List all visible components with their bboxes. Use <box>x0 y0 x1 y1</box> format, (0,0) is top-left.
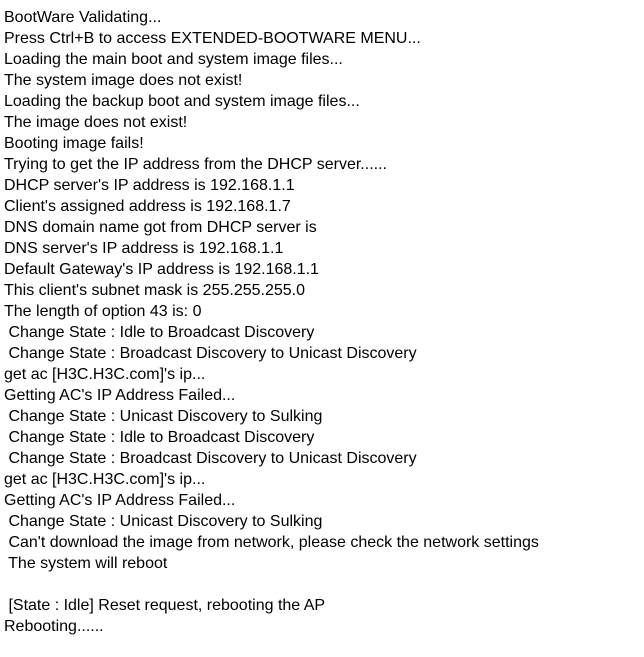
console-line: Getting AC's IP Address Failed... <box>4 387 236 404</box>
console-line: Booting image fails! <box>4 135 144 152</box>
console-line: Client's assigned address is 192.168.1.7 <box>4 198 291 215</box>
console-line: Getting AC's IP Address Failed... <box>4 492 236 509</box>
console-line: DNS domain name got from DHCP server is <box>4 219 317 236</box>
console-line: The system image does not exist! <box>4 72 243 89</box>
console-line: Change State : Idle to Broadcast Discovery <box>4 429 315 446</box>
console-line: Loading the backup boot and system image files... <box>4 93 360 110</box>
console-line: [State : Idle] Reset request, rebooting the AP <box>4 597 326 614</box>
console-line: BootWare Validating... <box>4 9 162 26</box>
console-line: Change State : Broadcast Discovery to Unicast Discovery <box>4 345 417 362</box>
console-line: Trying to get the IP address from the DHCP server...... <box>4 156 387 173</box>
console-line: get ac [H3C.H3C.com]'s ip... <box>4 366 206 383</box>
console-line: DNS server's IP address is 192.168.1.1 <box>4 240 284 257</box>
console-line: The system will reboot <box>4 555 168 572</box>
console-line: Rebooting...... <box>4 618 104 635</box>
console-line: The image does not exist! <box>4 114 188 131</box>
console-line: Loading the main boot and system image files... <box>4 51 343 68</box>
console-line: The length of option 43 is: 0 <box>4 303 202 320</box>
console-line: get ac [H3C.H3C.com]'s ip... <box>4 471 206 488</box>
console-line: This client's subnet mask is 255.255.255.0 <box>4 282 305 299</box>
console-line: Default Gateway's IP address is 192.168.1.1 <box>4 261 319 278</box>
console-line: Press Ctrl+B to access EXTENDED-BOOTWARE MENU... <box>4 30 421 47</box>
console-line: Can't download the image from network, please check the network settings <box>4 534 539 551</box>
console-line: DHCP server's IP address is 192.168.1.1 <box>4 177 295 194</box>
console-line: Change State : Broadcast Discovery to Unicast Discovery <box>4 450 417 467</box>
console-line: Change State : Idle to Broadcast Discovery <box>4 324 315 341</box>
console-line <box>4 574 644 595</box>
console-line: Change State : Unicast Discovery to Sulking <box>4 513 323 530</box>
console-line: Change State : Unicast Discovery to Sulking <box>4 408 323 425</box>
